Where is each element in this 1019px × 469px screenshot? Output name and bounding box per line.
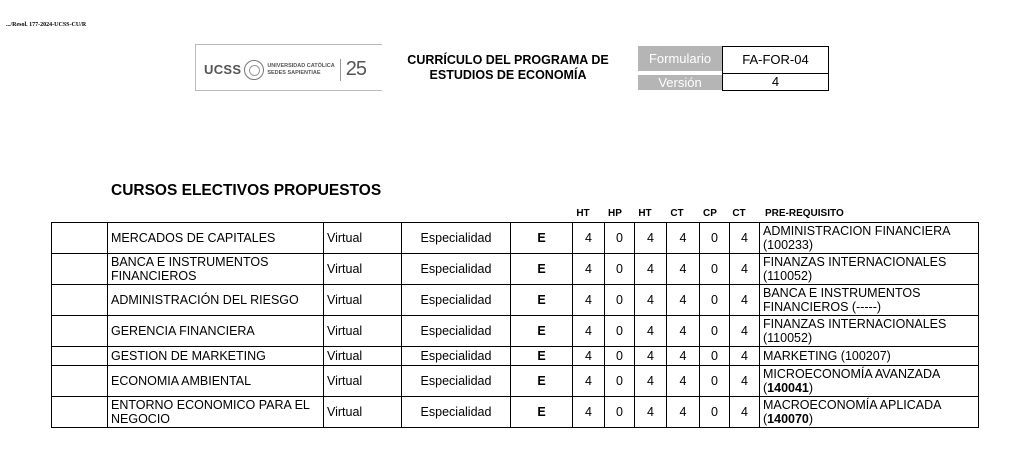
seal-icon [244,60,264,80]
course-type-cell: Especialidad [402,316,511,347]
hours-credits-cell: 0 [605,254,635,285]
modality-cell: Virtual [324,254,402,285]
course-type-cell: Especialidad [402,254,511,285]
hours-credits-cell: 0 [605,316,635,347]
hours-credits-cell: 4 [730,316,760,347]
row-blank-cell [52,254,108,285]
hours-credits-cell: 4 [667,285,700,316]
hours-credits-cell: 0 [605,285,635,316]
row-blank-cell [52,347,108,366]
table-row [52,285,979,316]
category-cell: E [511,397,573,428]
course-type-cell: Especialidad [402,285,511,316]
hours-credits-cell: 4 [573,285,605,316]
row-blank-cell [52,285,108,316]
hours-credits-cell: 4 [730,254,760,285]
prerequisite-text: FINANZAS INTERNACIONALES (110052) [763,317,947,345]
table-row [52,316,979,347]
hours-credits-cell: 0 [605,347,635,366]
category-cell: E [511,366,573,397]
prerequisite-text: MACROECONOMÍA APLICADA ( [763,398,941,426]
logo-university-name [267,63,334,76]
hours-credits-cell: 4 [667,366,700,397]
table-row [52,254,979,285]
form-value: FA-FOR-04 [722,46,829,74]
hours-credits-cell: 4 [573,254,605,285]
section-title: CURSOS ELECTIVOS PROPUESTOS [111,182,382,199]
modality-cell: Virtual [324,366,402,397]
category-cell: E [511,285,573,316]
hours-credits-cell: 4 [730,397,760,428]
version-value: 4 [722,73,829,91]
prerequisite-text: MARKETING (100207) [763,349,891,363]
prerequisite-close-paren: ) [808,381,814,395]
prerequisite-cell [760,397,979,428]
logo-divider [340,59,341,81]
table-body [52,223,979,428]
modality-cell: Virtual [324,347,402,366]
prerequisite-code: 140070 [767,412,809,426]
logo-acronym: UCSS [204,62,242,77]
prerequisite-cell [760,285,979,316]
hours-credits-cell: 0 [700,223,730,254]
row-blank-cell [52,397,108,428]
column-header-hp: HP [608,208,622,219]
prerequisite-cell [760,254,979,285]
prerequisite-cell [760,223,979,254]
table-row [52,397,979,428]
form-label: Formulario [638,46,722,71]
table-row [52,366,979,397]
prerequisite-text: BANCA E INSTRUMENTOS FINANCIEROS (-----) [763,286,921,314]
hours-credits-cell: 0 [700,254,730,285]
hours-credits-cell: 4 [635,285,667,316]
hours-credits-cell: 0 [700,347,730,366]
hours-credits-cell: 0 [700,366,730,397]
column-header-ht: HT [576,208,590,219]
hours-credits-cell: 4 [635,347,667,366]
logo-cell [195,44,382,91]
hours-credits-cell: 0 [700,316,730,347]
table-row [52,347,979,366]
document-title [382,44,634,91]
course-name-cell: MERCADOS DE CAPITALES [108,223,324,254]
category-cell: E [511,223,573,254]
category-cell: E [511,316,573,347]
column-header-ht-total: HT [638,208,652,219]
hours-credits-cell: 4 [635,397,667,428]
elective-courses-table [51,222,979,428]
row-blank-cell [52,366,108,397]
prerequisite-text: MICROECONOMÍA AVANZADA ( [763,367,940,395]
hours-credits-cell: 0 [700,285,730,316]
hours-credits-cell: 4 [635,366,667,397]
hours-credits-cell: 4 [667,316,700,347]
logo-university-line2: SEDES SAPIENTIAE [267,69,321,76]
hours-credits-cell: 0 [605,223,635,254]
course-name-cell: ADMINISTRACIÓN DEL RIESGO [108,285,324,316]
hours-credits-cell: 4 [730,347,760,366]
anniversary-mark: 25 [345,58,367,80]
modality-cell: Virtual [324,223,402,254]
hours-credits-cell: 4 [730,285,760,316]
table-row [52,223,979,254]
course-type-cell: Especialidad [402,397,511,428]
hours-credits-cell: 4 [667,254,700,285]
hours-credits-cell: 0 [605,397,635,428]
prerequisite-cell [760,347,979,366]
prerequisite-cell [760,316,979,347]
logo-university-line1: UNIVERSIDAD CATÓLICA [267,63,335,69]
course-name-cell: GERENCIA FINANCIERA [108,316,324,347]
hours-credits-cell: 4 [667,347,700,366]
prerequisite-text: FINANZAS INTERNACIONALES (110052) [763,255,947,283]
column-header-prerequisite: PRE-REQUISITO [765,208,844,219]
prerequisite-text: ADMINISTRACION FINANCIERA (100233) [763,224,950,252]
course-type-cell: Especialidad [402,223,511,254]
title-line-2: ESTUDIOS DE ECONOMÍA [429,67,587,82]
prerequisite-code: 140041 [767,381,809,395]
version-label: Versión [638,75,722,90]
row-blank-cell [52,316,108,347]
hours-credits-cell: 0 [700,397,730,428]
hours-credits-cell: 4 [573,347,605,366]
column-header-ct-total: CT [732,208,746,219]
resolution-reference: .../Resol. 177-2024-UCSS-CU/R [6,22,87,28]
prerequisite-close-paren: ) [808,412,814,426]
document-header [195,44,836,91]
hours-credits-cell: 4 [730,366,760,397]
column-header-cp: CP [703,208,717,219]
hours-credits-cell: 4 [573,366,605,397]
university-logo [204,58,366,81]
hours-credits-cell: 4 [667,397,700,428]
modality-cell: Virtual [324,316,402,347]
column-header-ct: CT [670,208,684,219]
hours-credits-cell: 4 [573,397,605,428]
prerequisite-cell [760,366,979,397]
hours-credits-cell: 0 [605,366,635,397]
hours-credits-cell: 4 [635,223,667,254]
category-cell: E [511,347,573,366]
category-cell: E [511,254,573,285]
modality-cell: Virtual [324,285,402,316]
hours-credits-cell: 4 [573,316,605,347]
hours-credits-cell: 4 [635,254,667,285]
hours-credits-cell: 4 [730,223,760,254]
title-line-1: CURRÍCULO DEL PROGRAMA DE [407,52,609,67]
row-blank-cell [52,223,108,254]
hours-credits-cell: 4 [573,223,605,254]
course-name-cell: ENTORNO ECONOMICO PARA EL NEGOCIO [108,397,324,428]
hours-credits-cell: 4 [635,316,667,347]
course-name-cell: GESTION DE MARKETING [108,347,324,366]
course-name-cell: BANCA E INSTRUMENTOS FINANCIEROS [108,254,324,285]
course-type-cell: Especialidad [402,347,511,366]
modality-cell: Virtual [324,397,402,428]
course-name-cell: ECONOMIA AMBIENTAL [108,366,324,397]
hours-credits-cell: 4 [667,223,700,254]
course-type-cell: Especialidad [402,366,511,397]
